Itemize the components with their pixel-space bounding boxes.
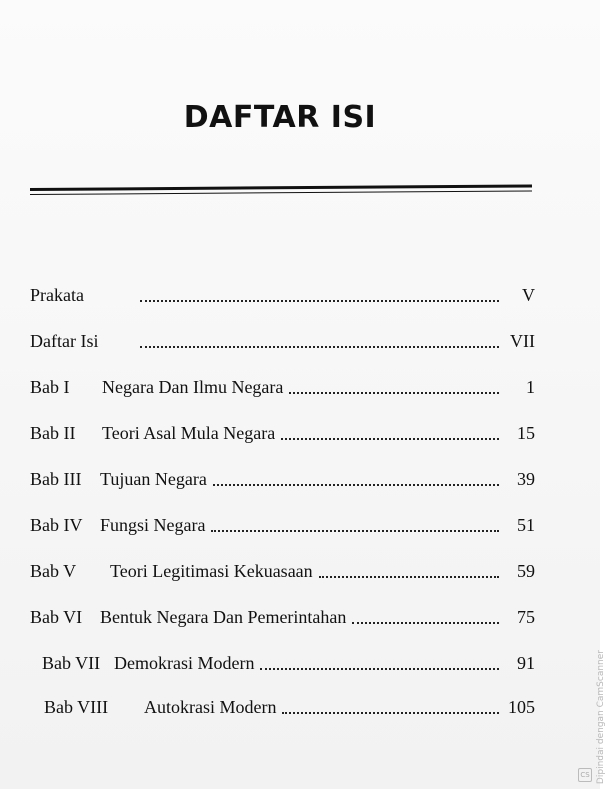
- toc-entry-label: Bab IV: [30, 515, 83, 535]
- toc-entry-prakata: [30, 280, 535, 306]
- camscanner-logo-icon: CS: [578, 768, 592, 782]
- toc-entry-daftar-isi: [30, 326, 535, 352]
- toc-dot-leader: [319, 576, 499, 578]
- toc-entry-page: 39: [517, 469, 535, 489]
- toc-entry-bab-1: [30, 372, 535, 398]
- toc-entry-page: 51: [517, 515, 535, 535]
- toc-dot-leader: [352, 622, 499, 624]
- toc-entry-title: Fungsi Negara: [100, 515, 206, 535]
- toc-dot-leader: [282, 712, 499, 714]
- title-rule-thin: [30, 190, 532, 195]
- toc-entry-label: Bab V: [30, 561, 77, 581]
- toc-entry-page: 75: [517, 607, 535, 627]
- toc-entry-bab-8: [30, 692, 535, 718]
- toc-entry-label: Bab VII: [42, 653, 101, 673]
- toc-entry-page: V: [522, 285, 535, 305]
- toc-entry-bab-2: [30, 418, 535, 444]
- toc-entry-title: Demokrasi Modern: [114, 653, 255, 673]
- scanner-watermark: Dipindai dengan CamScanner: [596, 650, 606, 785]
- toc-entry-title: Tujuan Negara: [100, 469, 207, 489]
- toc-entry-bab-3: [30, 464, 535, 490]
- toc-entry-title: Autokrasi Modern: [144, 697, 277, 717]
- toc-dot-leader: [211, 530, 499, 532]
- toc-entry-bab-6: [30, 602, 535, 628]
- toc-entry-bab-4: [30, 510, 535, 536]
- toc-entry-page: 15: [517, 423, 535, 443]
- toc-entry-page: VII: [510, 331, 535, 351]
- toc-entry-title: Teori Legitimasi Kekuasaan: [110, 561, 313, 581]
- toc-dot-leader: [213, 484, 499, 486]
- toc-dot-leader: [140, 300, 499, 302]
- toc-entry-title: Teori Asal Mula Negara: [102, 423, 276, 443]
- toc-entry-page: 91: [517, 653, 535, 673]
- toc-entry-bab-5: [30, 556, 535, 582]
- toc-entry-label: Prakata: [30, 285, 84, 305]
- toc-dot-leader: [260, 668, 499, 670]
- toc-entry-bab-7: [30, 648, 535, 674]
- toc-entry-label: Bab III: [30, 469, 82, 489]
- toc-entry-title: Negara Dan Ilmu Negara: [102, 377, 284, 397]
- toc-dot-leader: [281, 438, 499, 440]
- page-title: DAFTAR ISI: [183, 100, 377, 135]
- toc-entry-page: 59: [517, 561, 535, 581]
- toc-dot-leader: [140, 346, 499, 348]
- toc-entry-label: Bab VI: [30, 607, 83, 627]
- toc-entry-title: Bentuk Negara Dan Pemerintahan: [100, 607, 347, 627]
- toc-dot-leader: [289, 392, 499, 394]
- toc-entry-page: 105: [508, 697, 535, 717]
- toc-entry-label: Bab VIII: [44, 697, 109, 717]
- toc-entry-label: Bab I: [30, 377, 70, 397]
- toc-entry-page: 1: [526, 377, 535, 397]
- toc-entry-label: Bab II: [30, 423, 76, 443]
- toc-entry-label: Daftar Isi: [30, 331, 99, 351]
